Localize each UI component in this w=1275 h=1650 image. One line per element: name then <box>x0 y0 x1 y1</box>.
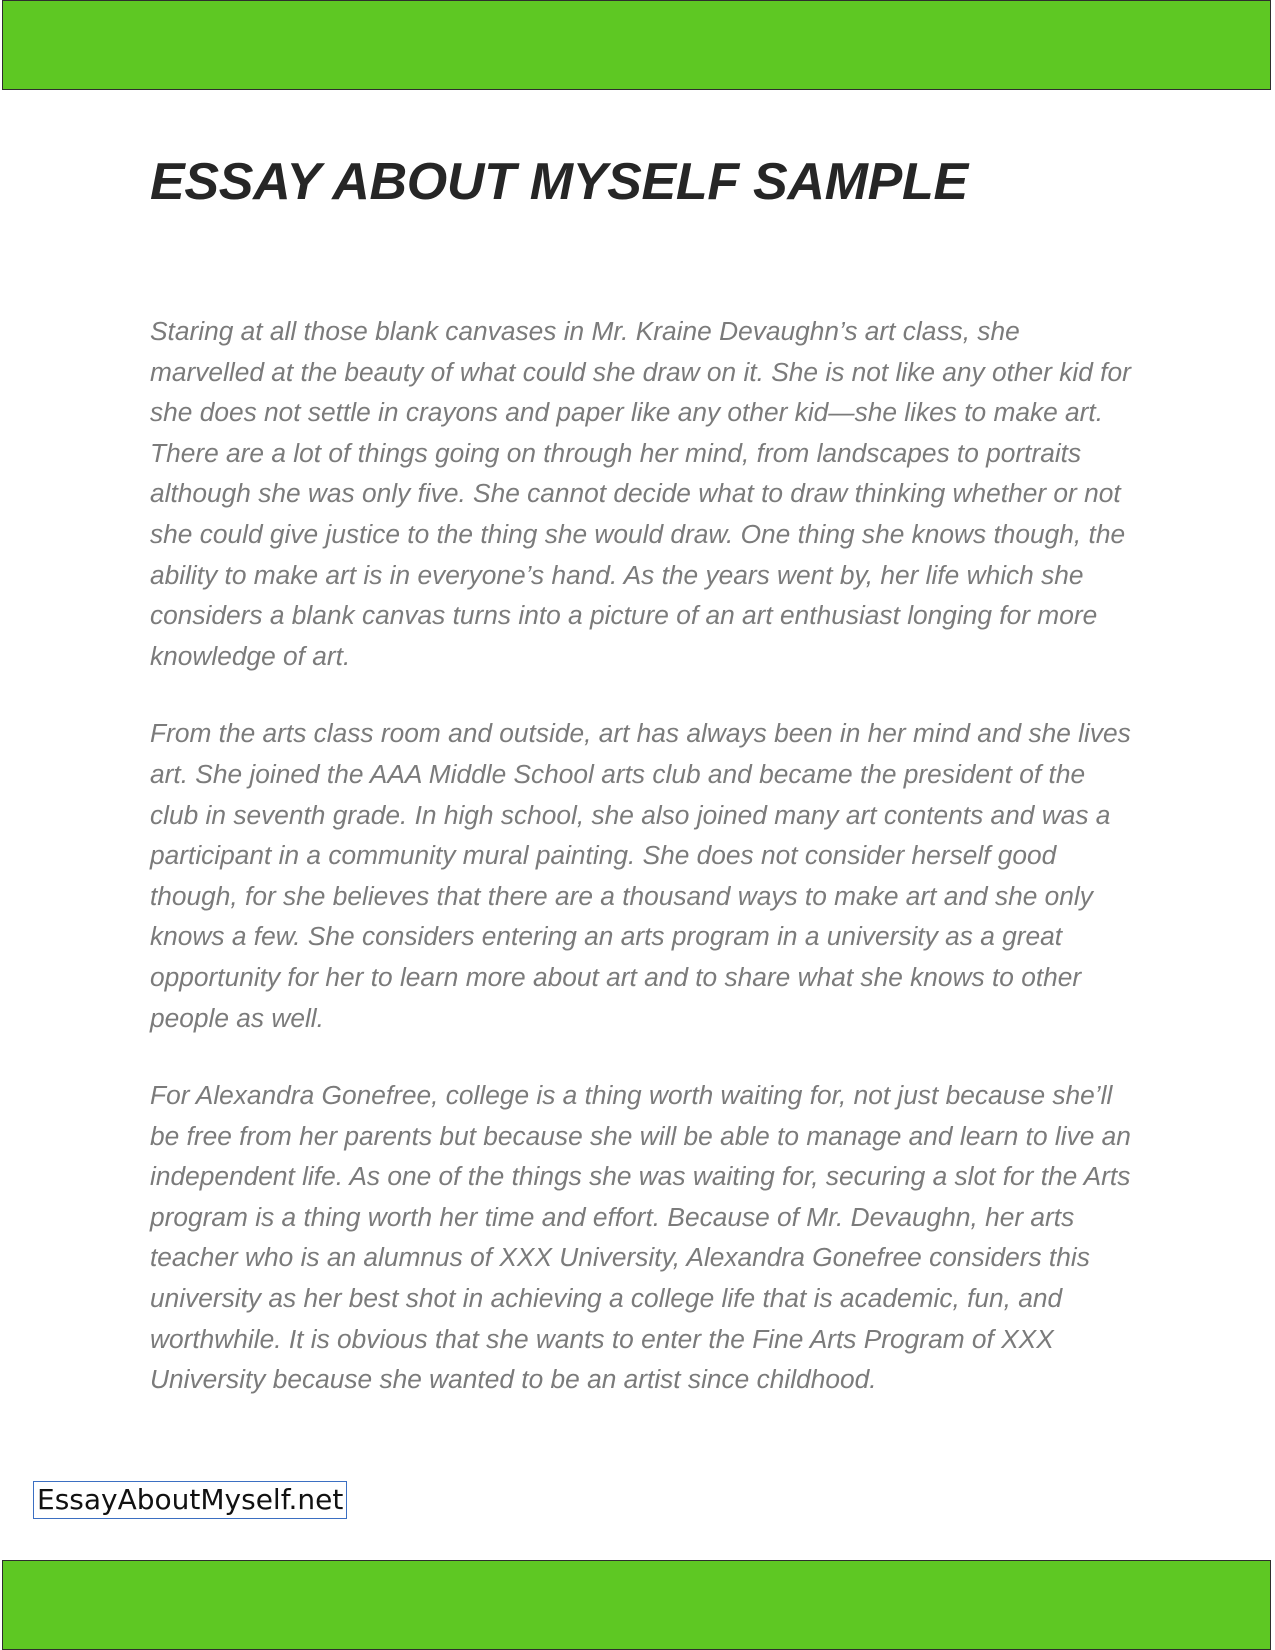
top-green-band <box>2 0 1271 90</box>
essay-paragraph-1: Staring at all those blank canvases in Mr. Kraine Devaughn’s art class, she marvelled at the beauty of what could she draw on it. She is not like any other kid for she does not settle in crayons and paper like any other kid—she likes to make art. There are a lot of things going on through her mind, from landscapes to portraits although she was only five. She cannot decide what to draw thinking whether or not she could give justice to the thing she would draw. One thing she knows though, the ability to make art is in everyone’s hand. As the years went by, her life which she considers a blank canvas turns into a picture of an art enthusiast longing for more knowledge of art. <box>150 316 1131 671</box>
site-link[interactable]: EssayAboutMyself.net <box>33 1481 347 1519</box>
bottom-green-band <box>2 1560 1271 1650</box>
essay-paragraph-2: From the arts class room and outside, art has always been in her mind and she lives art. She joined the AAA Middle School arts club and became the president of the club in seventh grade. In high school, she also joined many art contents and was a participant in a community mural painting. She does not consider herself good though, for she believes that there are a thousand ways to make art and she only knows a few. She considers entering an arts program in a university as a great opportunity for her to learn more about art and to share what she knows to other people as well. <box>150 718 1131 1033</box>
page-title: ESSAY ABOUT MYSELF SAMPLE <box>150 153 968 211</box>
essay-body <box>150 311 1140 1437</box>
essay-paragraph-3: For Alexandra Gonefree, college is a thing worth waiting for, not just because she’ll be free from her parents but because she will be able to manage and learn to live an independent life. As one of the things she was waiting for, securing a slot for the Arts program is a thing worth her time and effort. Because of Mr. Devaughn, her arts teacher who is an alumnus of XXX University, Alexandra Gonefree considers this university as her best shot in achieving a college life that is academic, fun, and worthwhile. It is obvious that she wants to enter the Fine Arts Program of XXX University because she wanted to be an artist since childhood. <box>150 1080 1131 1395</box>
